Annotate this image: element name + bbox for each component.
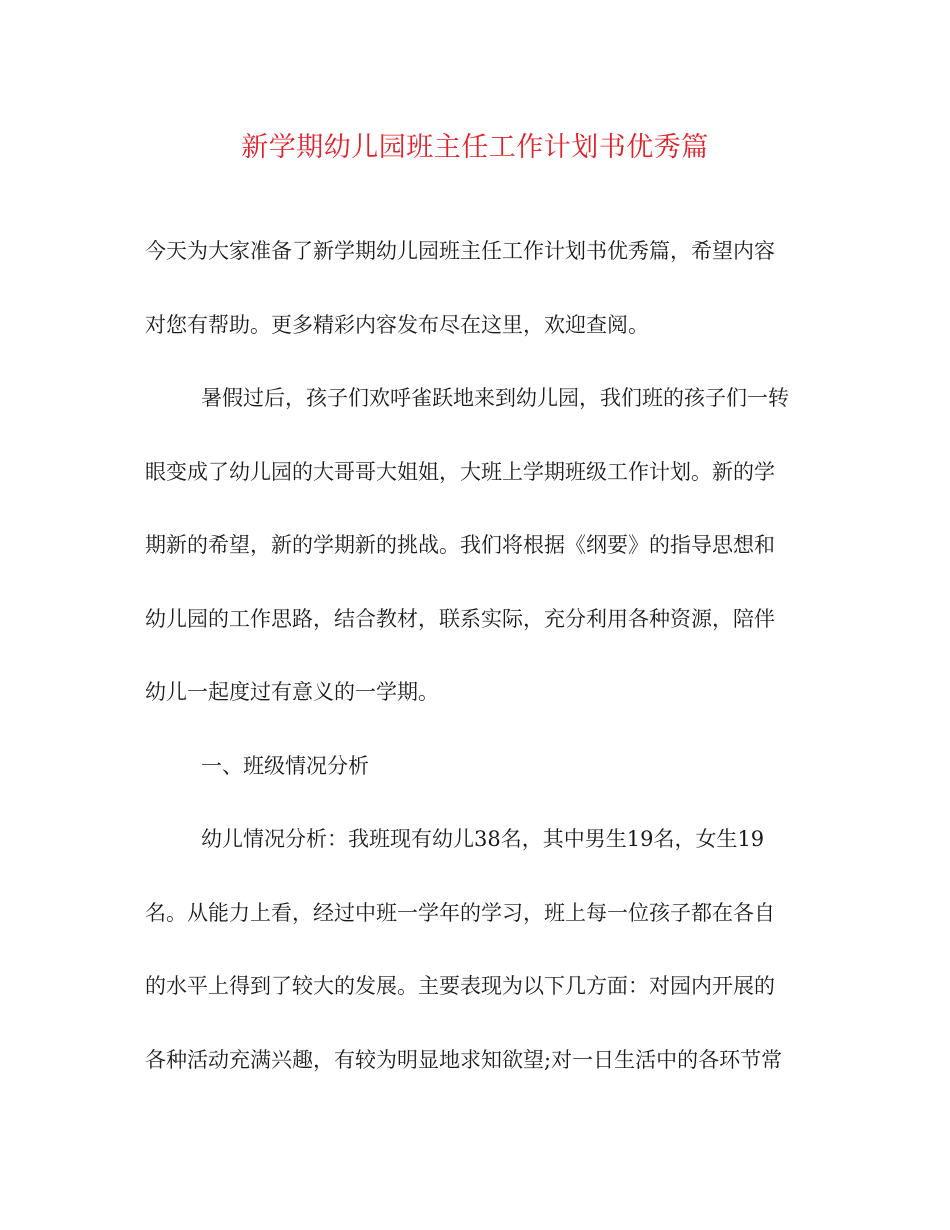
document-body [145, 215, 815, 1097]
paragraph-line: 眼变成了幼儿园的大哥哥大姐姐，大班上学期班级工作计划。新的学 [145, 459, 775, 484]
paragraph-line: 幼儿情况分析：我班现有幼儿38名，其中男生19名，女生19 [201, 827, 765, 851]
paragraph-line: 幼儿园的工作思路，结合教材，联系实际，充分利用各种资源，陪伴 [145, 606, 775, 631]
paragraph-line: 期新的希望，新的学期新的挑战。我们将根据《纲要》的指导思想和 [145, 533, 775, 557]
document-title: 新学期幼儿园班主任工作计划书优秀篇 [241, 132, 709, 163]
section-heading: 一、班级情况分析 [201, 753, 369, 778]
paragraph-line: 名。从能力上看，经过中班一学年的学习，班上每一位孩子都在各自 [145, 900, 775, 925]
paragraph-line: 对您有帮助。更多精彩内容发布尽在这里，欢迎查阅。 [145, 312, 649, 337]
paragraph-line: 暑假过后，孩子们欢呼雀跃地来到幼儿园，我们班的孩子们一转 [201, 386, 789, 410]
paragraph-line: 各种活动充满兴趣，有较为明显地求知欲望;对一日生活中的各环节常 [145, 1047, 783, 1072]
paragraph-line: 幼儿一起度过有意义的一学期。 [145, 680, 439, 704]
paragraph-line: 的水平上得到了较大的发展。主要表现为以下几方面：对园内开展的 [145, 974, 775, 998]
paragraph-line: 今天为大家准备了新学期幼儿园班主任工作计划书优秀篇，希望内容 [145, 239, 775, 263]
